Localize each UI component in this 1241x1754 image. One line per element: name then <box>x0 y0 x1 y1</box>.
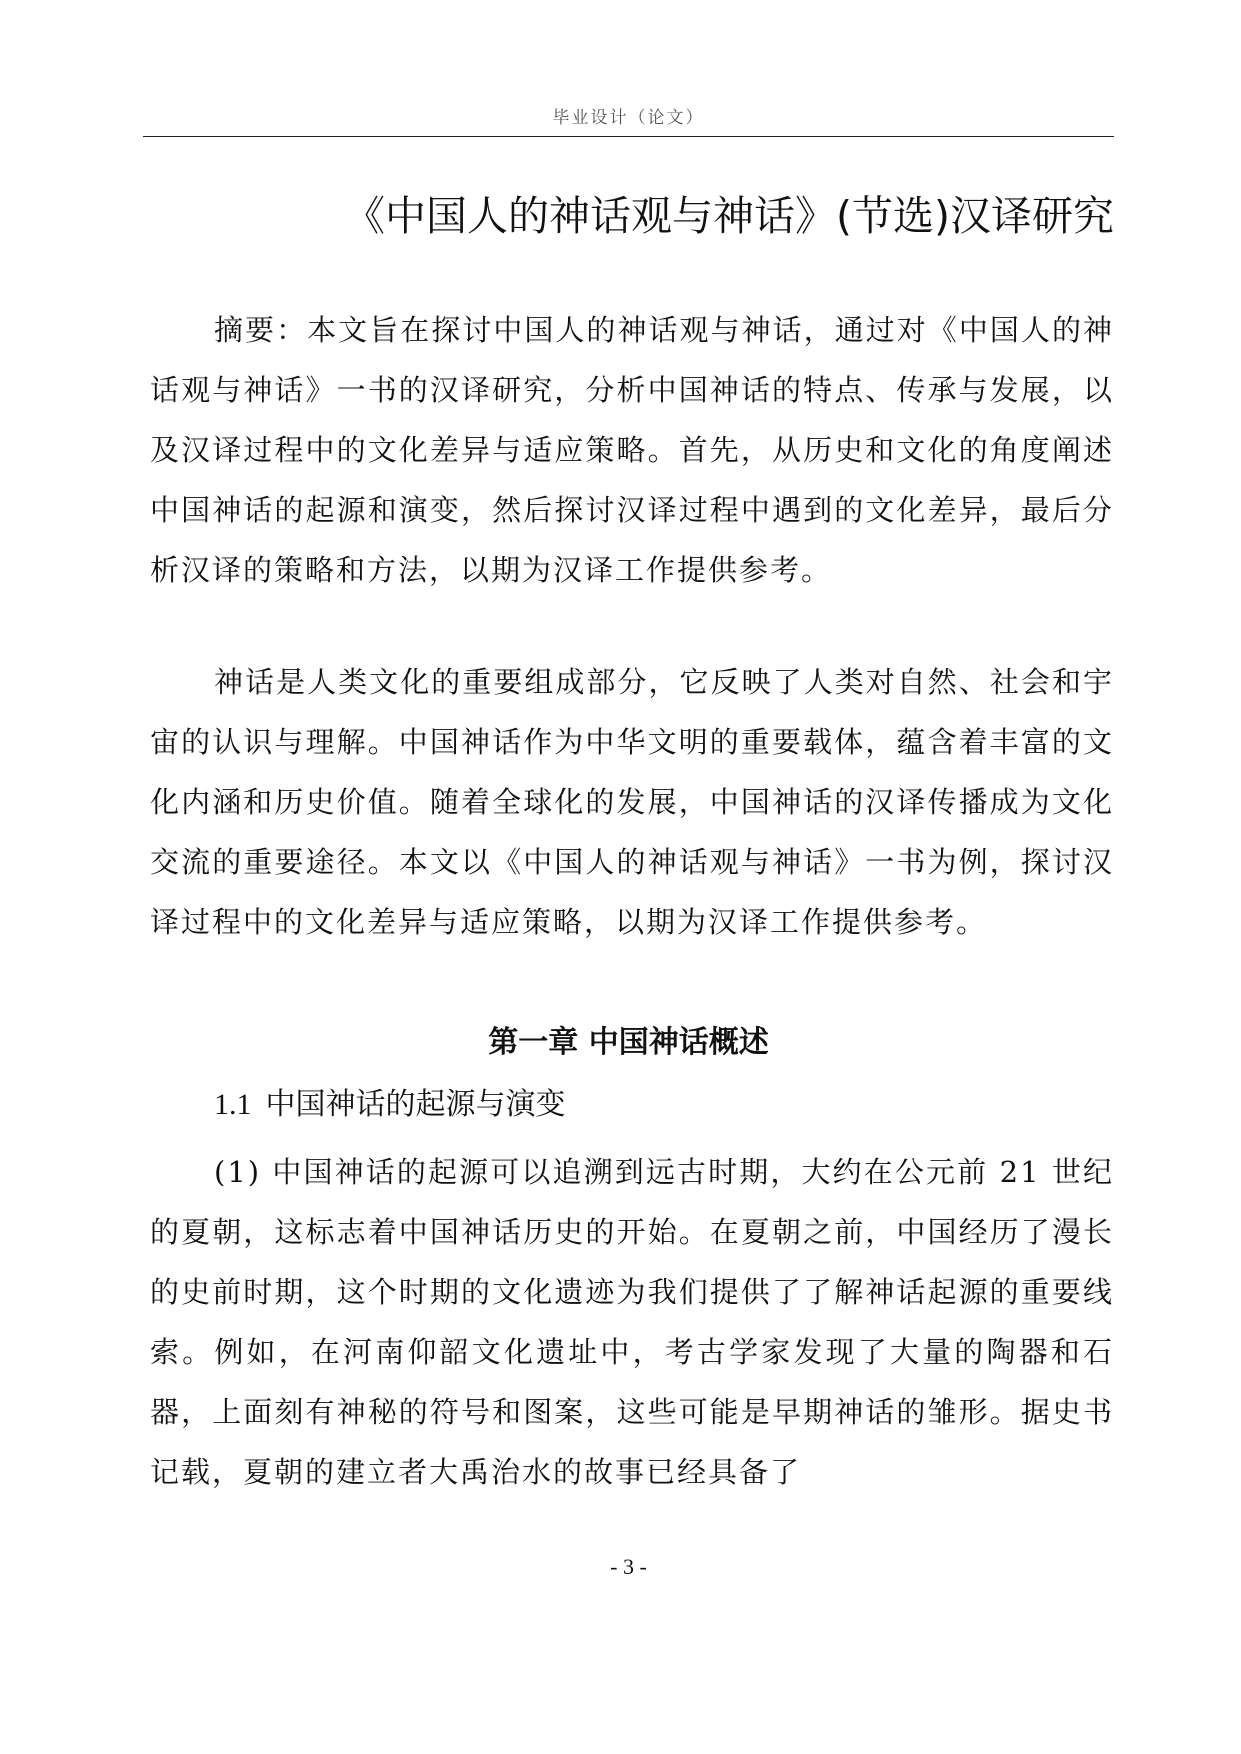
paper-title: 《中国人的神话观与神话》(节选)汉译研究 <box>344 192 1114 240</box>
header-rule <box>143 136 1114 137</box>
body-paragraph: (1) 中国神话的起源可以追溯到远古时期，大约在公元前 21 世纪的夏朝，这标志着中国神话历史的开始。在夏朝之前，中国经历了漫长的史前时期，这个时期的文化遗迹为我们提供了了解神话起源的重要线索。例如，在河南仰韶文化遗址中，考古学家发现了大量的陶器和石器，上面刻有神秘的符号和图案，这些可能是早期神话的雏形。据史书记载，夏朝的建立者大禹治水的故事已经具备了 <box>150 1155 1114 1489</box>
section-heading <box>214 1080 566 1130</box>
running-header: 毕业设计（论文） <box>552 108 705 128</box>
abstract-paragraph: 摘要：本文旨在探讨中国人的神话观与神话，通过对《中国人的神话观与神话》一书的汉译研究，分析中国神话的特点、传承与发展，以及汉译过程中的文化差异与适应策略。首先，从历史和文化的角度阐述中国神话的起源和演变，然后探讨汉译过程中遇到的文化差异，最后分析汉译的策略和方法，以期为汉译工作提供参考。 <box>150 313 1114 587</box>
page-number: - 3 - <box>610 1554 647 1579</box>
section-title: 中国神话的起源与演变 <box>265 1087 566 1122</box>
chapter-heading: 第一章 中国神话概述 <box>488 1025 769 1060</box>
section-number: 1.1 <box>214 1088 252 1121</box>
introduction-paragraph: 神话是人类文化的重要组成部分，它反映了人类对自然、社会和宇宙的认识与理解。中国神话作为中华文明的重要载体，蕴含着丰富的文化内涵和历史价值。随着全球化的发展，中国神话的汉译传播成为文化交流的重要途径。本文以《中国人的神话观与神话》一书为例，探讨汉译过程中的文化差异与适应策略，以期为汉译工作提供参考。 <box>150 665 1114 939</box>
